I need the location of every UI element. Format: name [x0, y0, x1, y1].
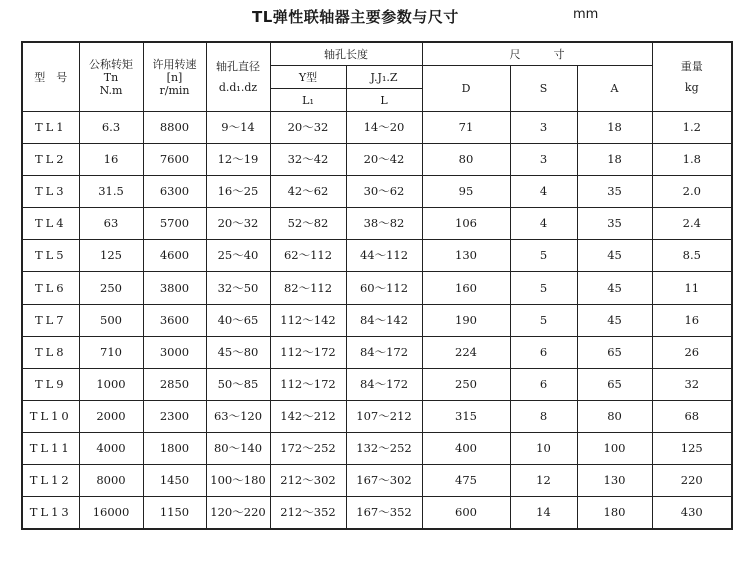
cell-l1: 42～62: [270, 176, 346, 208]
cell-s: 6: [510, 368, 577, 400]
cell-l1: 62～112: [270, 240, 346, 272]
header-y-type: [270, 66, 346, 89]
cell-d: 475: [422, 465, 510, 497]
cell-model: TL6: [22, 272, 79, 304]
cell-s: 3: [510, 144, 577, 176]
cell-bore-diameter: 16～25: [206, 176, 270, 208]
cell-torque: 16: [79, 144, 143, 176]
cell-model: TL7: [22, 304, 79, 336]
cell-s: 8: [510, 400, 577, 432]
cell-l1: 112～142: [270, 304, 346, 336]
table-row: [22, 336, 732, 368]
cell-torque: 8000: [79, 465, 143, 497]
cell-torque: 1000: [79, 368, 143, 400]
cell-a: 35: [577, 176, 652, 208]
table-row: [22, 144, 732, 176]
cell-model: TL4: [22, 208, 79, 240]
cell-l1: 142～212: [270, 400, 346, 432]
cell-d: 315: [422, 400, 510, 432]
cell-l1: 32～42: [270, 144, 346, 176]
cell-l1: 52～82: [270, 208, 346, 240]
cell-d: 400: [422, 432, 510, 464]
cell-weight: 430: [652, 497, 732, 530]
header-speed: [143, 42, 206, 112]
cell-weight: 2.4: [652, 208, 732, 240]
cell-s: 5: [510, 272, 577, 304]
cell-torque: 6.3: [79, 112, 143, 144]
header-dimensions: [422, 42, 652, 66]
cell-model: TL8: [22, 336, 79, 368]
header-jj-type-label: J.J₁.Z: [370, 70, 398, 84]
cell-model: TL9: [22, 368, 79, 400]
cell-bore-diameter: 120～220: [206, 497, 270, 530]
cell-weight: 220: [652, 465, 732, 497]
cell-a: 65: [577, 368, 652, 400]
cell-model: TL1: [22, 112, 79, 144]
cell-weight: 125: [652, 432, 732, 464]
cell-model: TL5: [22, 240, 79, 272]
cell-d: 190: [422, 304, 510, 336]
cell-a: 45: [577, 304, 652, 336]
cell-speed: 2300: [143, 400, 206, 432]
cell-weight: 2.0: [652, 176, 732, 208]
cell-bore-diameter: 32～50: [206, 272, 270, 304]
header-a-label: A: [610, 82, 619, 95]
cell-bore-diameter: 63～120: [206, 400, 270, 432]
cell-speed: 1150: [143, 497, 206, 530]
cell-a: 130: [577, 465, 652, 497]
header-speed-label: 许用转速: [152, 57, 197, 71]
cell-s: 3: [510, 112, 577, 144]
header-l-label: L: [380, 93, 388, 107]
header-weight: [652, 42, 732, 112]
cell-d: 95: [422, 176, 510, 208]
cell-l1: 82～112: [270, 272, 346, 304]
header-torque-label: 公称转矩: [89, 57, 133, 71]
header-bore-label: 轴孔直径: [216, 60, 260, 73]
cell-model: TL10: [22, 400, 79, 432]
header-jj-type: [346, 66, 422, 89]
cell-a: 100: [577, 432, 652, 464]
header-dimensions-label: 尺 寸: [509, 47, 565, 61]
cell-l: 107～212: [346, 400, 422, 432]
page-title: TL弹性联轴器主要参数与尺寸: [252, 8, 459, 26]
cell-l: 132～252: [346, 432, 422, 464]
cell-l: 44～112: [346, 240, 422, 272]
unit-label: mm: [573, 7, 599, 22]
header-l1: [270, 89, 346, 112]
cell-s: 5: [510, 304, 577, 336]
cell-speed: 2850: [143, 368, 206, 400]
cell-speed: 6300: [143, 176, 206, 208]
cell-torque: 125: [79, 240, 143, 272]
table-row: [22, 176, 732, 208]
cell-s: 5: [510, 240, 577, 272]
cell-weight: 11: [652, 272, 732, 304]
header-weight-unit: kg: [684, 81, 699, 94]
cell-weight: 26: [652, 336, 732, 368]
cell-speed: 1450: [143, 465, 206, 497]
cell-bore-diameter: 12～19: [206, 144, 270, 176]
cell-speed: 3000: [143, 336, 206, 368]
cell-torque: 16000: [79, 497, 143, 530]
cell-s: 12: [510, 465, 577, 497]
cell-l: 84～142: [346, 304, 422, 336]
header-s: [510, 66, 577, 112]
header-speed-unit: r/min: [159, 83, 190, 97]
cell-l1: 212～352: [270, 497, 346, 530]
cell-weight: 1.2: [652, 112, 732, 144]
cell-s: 4: [510, 176, 577, 208]
table-row: [22, 304, 732, 336]
table-row: [22, 432, 732, 464]
cell-d: 250: [422, 368, 510, 400]
cell-l: 14～20: [346, 112, 422, 144]
cell-speed: 5700: [143, 208, 206, 240]
table-row: [22, 272, 732, 304]
cell-torque: 4000: [79, 432, 143, 464]
cell-a: 35: [577, 208, 652, 240]
cell-torque: 2000: [79, 400, 143, 432]
cell-d: 600: [422, 497, 510, 530]
cell-a: 180: [577, 497, 652, 530]
cell-l: 60～112: [346, 272, 422, 304]
table-row: [22, 240, 732, 272]
header-l1-label: L₁: [302, 93, 314, 107]
header-a: [577, 66, 652, 112]
table-row: [22, 400, 732, 432]
header-torque-unit: N.m: [99, 83, 123, 97]
cell-bore-diameter: 9～14: [206, 112, 270, 144]
cell-speed: 3600: [143, 304, 206, 336]
cell-model: TL12: [22, 465, 79, 497]
cell-weight: 8.5: [652, 240, 732, 272]
cell-l: 167～302: [346, 465, 422, 497]
header-bore-length: [270, 42, 422, 66]
cell-speed: 1800: [143, 432, 206, 464]
cell-speed: 8800: [143, 112, 206, 144]
table-row: [22, 368, 732, 400]
header-d: [422, 66, 510, 112]
cell-d: 130: [422, 240, 510, 272]
cell-l1: 20～32: [270, 112, 346, 144]
cell-d: 160: [422, 272, 510, 304]
header-d-label: D: [461, 82, 471, 95]
cell-d: 224: [422, 336, 510, 368]
cell-torque: 63: [79, 208, 143, 240]
cell-d: 106: [422, 208, 510, 240]
spec-table: [21, 41, 733, 530]
cell-model: TL2: [22, 144, 79, 176]
cell-bore-diameter: 80～140: [206, 432, 270, 464]
cell-d: 80: [422, 144, 510, 176]
cell-d: 71: [422, 112, 510, 144]
cell-torque: 710: [79, 336, 143, 368]
table-row: [22, 208, 732, 240]
cell-s: 10: [510, 432, 577, 464]
cell-weight: 1.8: [652, 144, 732, 176]
cell-l1: 112～172: [270, 368, 346, 400]
cell-bore-diameter: 40～65: [206, 304, 270, 336]
cell-s: 14: [510, 497, 577, 530]
cell-l: 84～172: [346, 368, 422, 400]
cell-speed: 3800: [143, 272, 206, 304]
cell-bore-diameter: 45～80: [206, 336, 270, 368]
cell-weight: 16: [652, 304, 732, 336]
cell-l: 20～42: [346, 144, 422, 176]
cell-l1: 212～302: [270, 465, 346, 497]
header-model: [22, 42, 79, 112]
header-row: [22, 42, 732, 66]
cell-l: 30～62: [346, 176, 422, 208]
cell-a: 45: [577, 240, 652, 272]
header-torque: [79, 42, 143, 112]
header-bore-length-label: 轴孔长度: [324, 47, 368, 61]
document-title-bar: [0, 6, 750, 30]
table-row: [22, 497, 732, 530]
cell-l: 167～352: [346, 497, 422, 530]
cell-weight: 68: [652, 400, 732, 432]
cell-a: 80: [577, 400, 652, 432]
cell-a: 45: [577, 272, 652, 304]
header-torque-symbol: Tn: [103, 70, 119, 84]
cell-bore-diameter: 100～180: [206, 465, 270, 497]
cell-speed: 7600: [143, 144, 206, 176]
cell-model: TL11: [22, 432, 79, 464]
header-bore-symbol: d.d₁.dz: [218, 81, 258, 94]
cell-bore-diameter: 25～40: [206, 240, 270, 272]
header-speed-symbol: [n]: [166, 70, 183, 84]
table-row: [22, 465, 732, 497]
cell-torque: 250: [79, 272, 143, 304]
header-y-type-label: Y型: [298, 70, 318, 84]
cell-torque: 500: [79, 304, 143, 336]
cell-model: TL3: [22, 176, 79, 208]
cell-l1: 172～252: [270, 432, 346, 464]
cell-bore-diameter: 20～32: [206, 208, 270, 240]
cell-weight: 32: [652, 368, 732, 400]
cell-l: 84～172: [346, 336, 422, 368]
cell-model: TL13: [22, 497, 79, 530]
header-l: [346, 89, 422, 112]
header-model-label: 型 号: [34, 70, 68, 84]
cell-a: 65: [577, 336, 652, 368]
cell-bore-diameter: 50～85: [206, 368, 270, 400]
cell-s: 4: [510, 208, 577, 240]
header-bore: [206, 42, 270, 112]
header-weight-label: 重量: [680, 60, 703, 73]
cell-torque: 31.5: [79, 176, 143, 208]
cell-speed: 4600: [143, 240, 206, 272]
table-row: [22, 112, 732, 144]
cell-a: 18: [577, 144, 652, 176]
cell-l1: 112～172: [270, 336, 346, 368]
header-s-label: S: [539, 82, 548, 95]
cell-l: 38～82: [346, 208, 422, 240]
cell-a: 18: [577, 112, 652, 144]
cell-s: 6: [510, 336, 577, 368]
